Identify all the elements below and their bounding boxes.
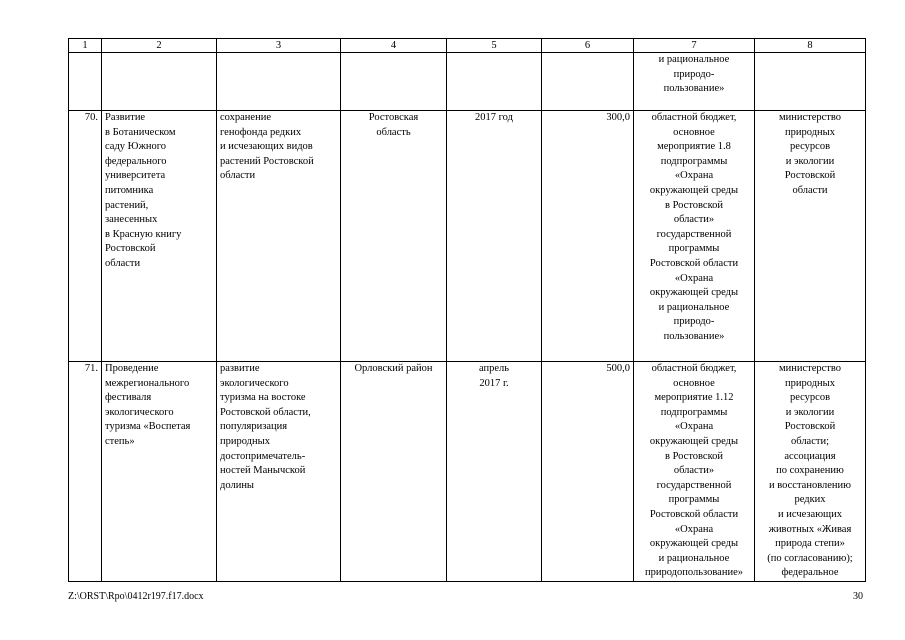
- table-cell: [217, 53, 341, 111]
- executor-cell: [755, 362, 866, 582]
- column-numbers-row: [69, 39, 866, 53]
- col-number-7: 7: [634, 39, 755, 53]
- col-number-1: 1: [69, 39, 102, 53]
- continuation-source-cell: [634, 53, 755, 111]
- table-cell: [69, 53, 102, 111]
- funding-source: областной бюджет, основное мероприятие 1.12 подпрограммы «Охрана окружающей среды в Ростовской области» государственной программы Ростовской области «Охрана окружающей среды и рациональное природопользование»: [644, 363, 743, 579]
- event-goal-cell: [217, 362, 341, 582]
- events-table: [68, 38, 866, 582]
- event-name-cell: [102, 111, 217, 362]
- col-number-4: 4: [341, 39, 447, 53]
- funding-source: областной бюджет, основное мероприятие 1.8 подпрограммы «Охрана окружающей среды в Ростовской области» государственной программы Ростовской области «Охрана окружающей среды и рациональное природо- пользование»: [649, 112, 739, 342]
- funding-source-cell: [634, 111, 755, 362]
- event-goal: сохранение генофонда редких и исчезающих видов растений Ростовской области: [220, 112, 314, 182]
- table-cell: [447, 53, 542, 111]
- page-number: 30: [853, 591, 863, 602]
- event-date: 2017 год: [475, 112, 513, 123]
- event-date: апрель 2017 г.: [478, 363, 510, 389]
- event-name-cell: [102, 362, 217, 582]
- event-place: Орловский район: [354, 363, 433, 374]
- table-row: [69, 362, 866, 582]
- event-date-cell: [447, 111, 542, 362]
- table-cell: [755, 53, 866, 111]
- col-number-3: 3: [217, 39, 341, 53]
- col-number-6: 6: [542, 39, 634, 53]
- table-cell: [341, 53, 447, 111]
- event-place-cell: [341, 362, 447, 582]
- table-cell: [102, 53, 217, 111]
- col-number-5: 5: [447, 39, 542, 53]
- executor-cell: [755, 111, 866, 362]
- row-number: 70.: [69, 111, 102, 362]
- continuation-row: [69, 53, 866, 111]
- col-number-8: 8: [755, 39, 866, 53]
- event-name: Развитие в Ботаническом саду Южного федерального университета питомника растений, занесенных в Красную книгу Ростовской области: [105, 112, 182, 269]
- row-number: 71.: [69, 362, 102, 582]
- event-date-cell: [447, 362, 542, 582]
- executor: министерство природных ресурсов и экологии Ростовской области: [778, 112, 842, 196]
- event-place: Ростовская область: [368, 112, 419, 138]
- funding-source-cell: [634, 362, 755, 582]
- table-row: [69, 111, 866, 362]
- event-goal-cell: [217, 111, 341, 362]
- event-name: Проведение межрегионального фестиваля экологического туризма «Воспетая степь»: [105, 363, 191, 447]
- event-goal: развитие экологического туризма на востоке Ростовской области, популяризация природных достопримечатель- ностей Манычской долины: [220, 363, 311, 491]
- executor: министерство природных ресурсов и экологии Ростовской области; ассоциация по сохранению и восстановлению редких и исчезающих животных «Живая природа степи» (по согласованию); федеральное: [767, 363, 853, 579]
- table-cell: [542, 53, 634, 111]
- event-amount: 300,0: [542, 111, 634, 362]
- continuation-source-text: и рациональное природо- пользование»: [658, 54, 730, 95]
- event-amount: 500,0: [542, 362, 634, 582]
- col-number-2: 2: [102, 39, 217, 53]
- event-place-cell: [341, 111, 447, 362]
- footer-file-path: Z:\ORST\Rpo\0412r197.f17.docx: [68, 591, 204, 602]
